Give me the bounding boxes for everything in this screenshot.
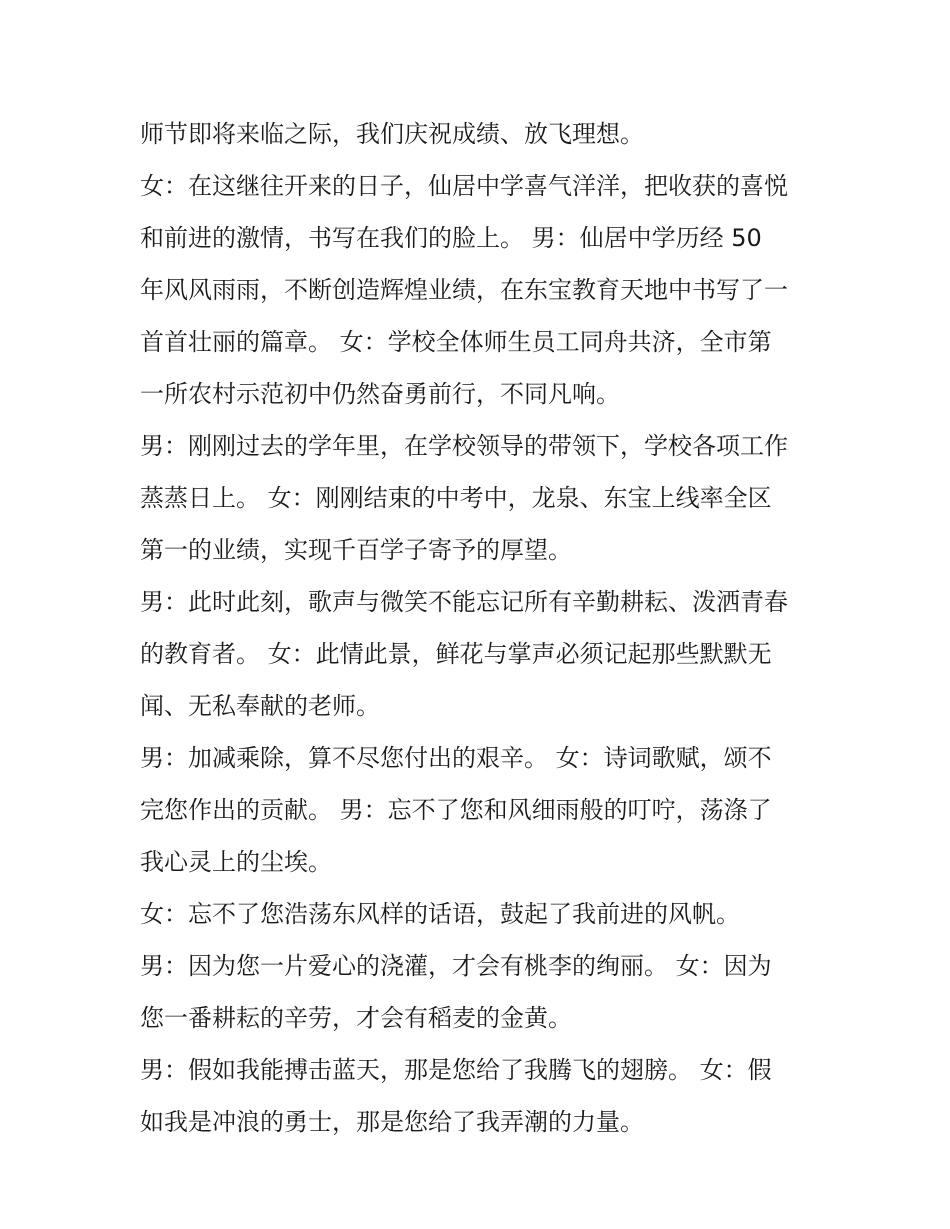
text-line: 男：此时此刻，歌声与微笑不能忘记所有辛勤耕耘、泼洒青春 [140, 588, 788, 616]
text-line: 男：刚刚过去的学年里，在学校领导的带领下，学校各项工作 [140, 432, 788, 460]
text-line: 的教育者。 女：此情此景，鲜花与掌声必须记起那些默默无 [140, 640, 772, 668]
text-line: 女：在这继往开来的日子，仙居中学喜气洋洋，把收获的喜悦 [140, 172, 788, 200]
text-line: 首首壮丽的篇章。 女：学校全体师生员工同舟共济，全市第 [140, 328, 772, 356]
text-line: 一所农村示范初中仍然奋勇前行，不同凡响。 [140, 380, 620, 408]
text-line: 年风风雨雨，不断创造辉煌业绩，在东宝教育天地中书写了一 [140, 276, 788, 304]
text-line: 您一番耕耘的辛劳，才会有稻麦的金黄。 [140, 1004, 572, 1032]
text-line: 第一的业绩，实现千百学子寄予的厚望。 [140, 536, 572, 564]
text-line: 闻、无私奉献的老师。 [140, 692, 380, 720]
text-line: 我心灵上的尘埃。 [140, 848, 332, 876]
text-line: 师节即将来临之际，我们庆祝成绩、放飞理想。 [140, 120, 644, 148]
text-line: 男：因为您一片爱心的浇灌，才会有桃李的绚丽。 女：因为 [140, 952, 772, 980]
text-line: 完您作出的贡献。 男：忘不了您和风细雨般的叮咛，荡涤了 [140, 796, 772, 824]
text-line: 女：忘不了您浩荡东风样的话语，鼓起了我前进的风帆。 [140, 900, 740, 928]
text-line: 蒸蒸日上。 女：刚刚结束的中考中，龙泉、东宝上线率全区 [140, 484, 772, 512]
text-line: 如我是冲浪的勇士，那是您给了我弄潮的力量。 [140, 1108, 644, 1136]
text-line: 男：加减乘除，算不尽您付出的艰辛。 女：诗词歌赋，颂不 [140, 744, 772, 772]
text-line: 和前进的激情，书写在我们的脸上。 男：仙居中学历经 50 [140, 224, 762, 252]
text-line: 男：假如我能搏击蓝天，那是您给了我腾飞的翅膀。 女：假 [140, 1056, 772, 1084]
document-text [140, 108, 820, 1148]
